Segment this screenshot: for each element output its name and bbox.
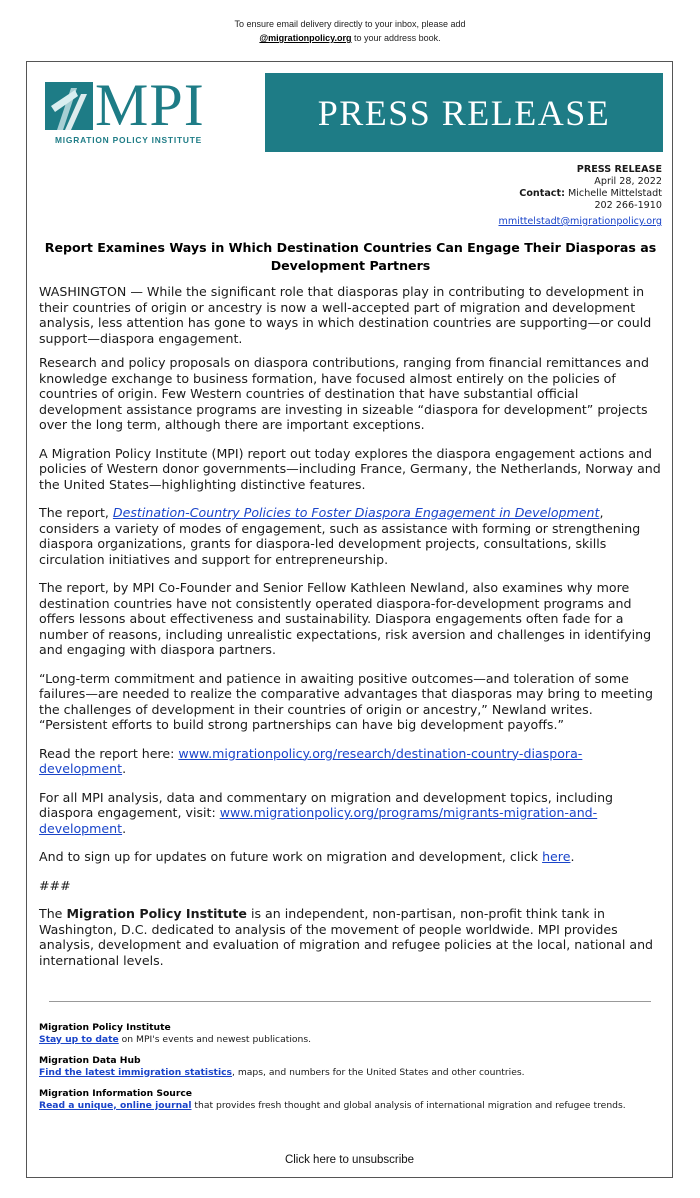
footer-section-line (39, 1034, 665, 1046)
footer-section-line (39, 1067, 665, 1079)
signup-here-link[interactable]: here (542, 849, 571, 864)
paragraph-7-suffix: . (122, 761, 127, 776)
meta-contact (499, 188, 663, 200)
meta-phone: 202 266-1910 (594, 200, 662, 211)
press-release-banner: PRESS RELEASE (265, 73, 663, 152)
preheader (0, 0, 700, 45)
paragraph-3: A Migration Policy Institute (MPI) report out today explores the diaspora engagement actions and policies of Western donor governments—including France, Germany, the Netherlands, Norway and the United States—highlighting distinctive features. (39, 445, 661, 492)
paragraph-8-prefix: For all MPI analysis, data and commentary on migration and development topics, including diaspora engagement, visit: (39, 789, 614, 820)
paragraph-4-prefix: The report, (39, 505, 113, 520)
preheader-line-2 (0, 31, 700, 45)
paragraph-5: The report, by MPI Co-Founder and Senior Fellow Kathleen Newland, also examines why more destination countries have not consistently operated diaspora-for-development programs and offers lessons about effectiveness and sustainability. Diaspora engagements often fade for a number of reasons, including unrealistic expectations, risk aversion and challenges in identifying and engaging with diaspora partners. (39, 580, 652, 657)
preheader-line-2-suffix: to your address book. (351, 33, 441, 43)
about-prefix: The (39, 906, 67, 921)
address-book-link[interactable]: @migrationpolicy.org (259, 33, 352, 43)
report-title-link[interactable]: Destination-Country Policies to Foster Diaspora Engagement in Development (112, 505, 600, 520)
latest-statistics-link[interactable]: Find the latest immigration statistics (39, 1066, 233, 1078)
paragraph-7 (39, 746, 665, 777)
footer-section-line (39, 1100, 665, 1112)
paragraph-2: Research and policy proposals on diaspora contributions, ranging from financial remittances and knowledge exchange to business formation, have focused almost entirely on the policies of countries of origin. Few Western countries of destination that have substantial official development assistance programs are investing in sizeable “diaspora for development” projects over the long term, although there are important exceptions. (39, 355, 649, 432)
meta-date: April 28, 2022 (594, 176, 662, 187)
preheader-line-1: To ensure email delivery directly to your inbox, please add (234, 19, 466, 29)
paragraph-4 (39, 505, 665, 567)
about-org-name: Migration Policy Institute (66, 906, 247, 921)
section-separator: ### (39, 877, 71, 893)
mpi-logo-mark-icon (41, 76, 97, 134)
paragraph-7-prefix: Read the report here: (39, 745, 179, 761)
footer-section-text: , maps, and numbers for the United States and other countries. (232, 1066, 525, 1078)
report-url-link[interactable]: www.migrationpolicy.org/research/destination-country-diaspora-development (39, 745, 583, 776)
paragraph-9-suffix: . (570, 849, 575, 864)
footer-section-data-hub (39, 1055, 665, 1078)
meta-label: PRESS RELEASE (576, 164, 662, 175)
meta-email-row (499, 216, 663, 228)
contact-email-link[interactable]: mmittelstadt@migrationpolicy.org (498, 216, 662, 227)
mpi-logo-subtitle: MIGRATION POLICY INSTITUTE (55, 135, 203, 145)
footer-section-mpi (39, 1022, 665, 1045)
footer-section-text: that provides fresh thought and global analysis of international migration and refugee trends. (191, 1099, 626, 1111)
unsubscribe-link[interactable]: Click here to unsubscribe (284, 1154, 415, 1166)
mpi-logo-letters: MPI (95, 72, 205, 138)
online-journal-link[interactable]: Read a unique, online journal (39, 1099, 192, 1111)
footer-divider (49, 1001, 651, 1002)
program-url-link[interactable]: www.migrationpolicy.org/programs/migrants-migration-and-development (39, 805, 598, 836)
about-mpi-paragraph (39, 906, 665, 968)
paragraph-8-suffix: . (122, 820, 127, 836)
email-frame (26, 61, 673, 1178)
meta-contact-name: Michelle Mittelstadt (567, 188, 662, 199)
footer-section-text: on MPI's events and newest publications. (118, 1033, 312, 1045)
release-meta (499, 164, 663, 228)
paragraph-4-suffix: , considers a variety of modes of engagement, such as assistance with forming or strengthening diaspora organizations, grants for diaspora-led development projects, consultations, skills circulation initiatives and support for entrepreneurship. (39, 505, 641, 567)
paragraph-8 (39, 790, 665, 837)
paragraph-6: “Long-term commitment and patience in awaiting positive outcomes—and toleration of some failures—are needed to realize the comparative advantages that diasporas may bring to meeting the challenges of development in their countries of origin or ancestry,” Newland writes. “Persistent efforts to build strong partnerships can have big development payoffs.” (39, 670, 653, 732)
mpi-logo[interactable] (41, 72, 253, 148)
meta-contact-label: Contact: (519, 188, 565, 199)
paragraph-1: WASHINGTON — While the significant role that diasporas play in contributing to development in their countries of origin or ancestry is now a well-accepted part of migration and development analysis, less attention has gone to ways in which destination countries are supporting—or could support—diaspora engagement. (39, 284, 652, 346)
headline: Report Examines Ways in Which Destination Countries Can Engage Their Diasporas as Development Partners (44, 240, 657, 273)
paragraph-9-prefix: And to sign up for updates on future work on migration and development, click (39, 849, 543, 864)
footer-links (39, 1022, 665, 1121)
footer-section-information-source (39, 1088, 665, 1111)
article-body (39, 284, 665, 977)
stay-up-to-date-link[interactable]: Stay up to date (39, 1033, 119, 1045)
about-suffix: is an independent, non-partisan, non-profit think tank in Washington, D.C. dedicated to analysis of the movement of people worldwide. MPI provides analysis, development and evaluation of migration and refugee policies at the local, national and international levels. (39, 906, 654, 968)
footer-section-title: Migration Information Source (39, 1088, 193, 1099)
footer-section-title: Migration Policy Institute (39, 1022, 171, 1033)
paragraph-9 (39, 849, 665, 865)
footer-section-title: Migration Data Hub (39, 1055, 141, 1066)
